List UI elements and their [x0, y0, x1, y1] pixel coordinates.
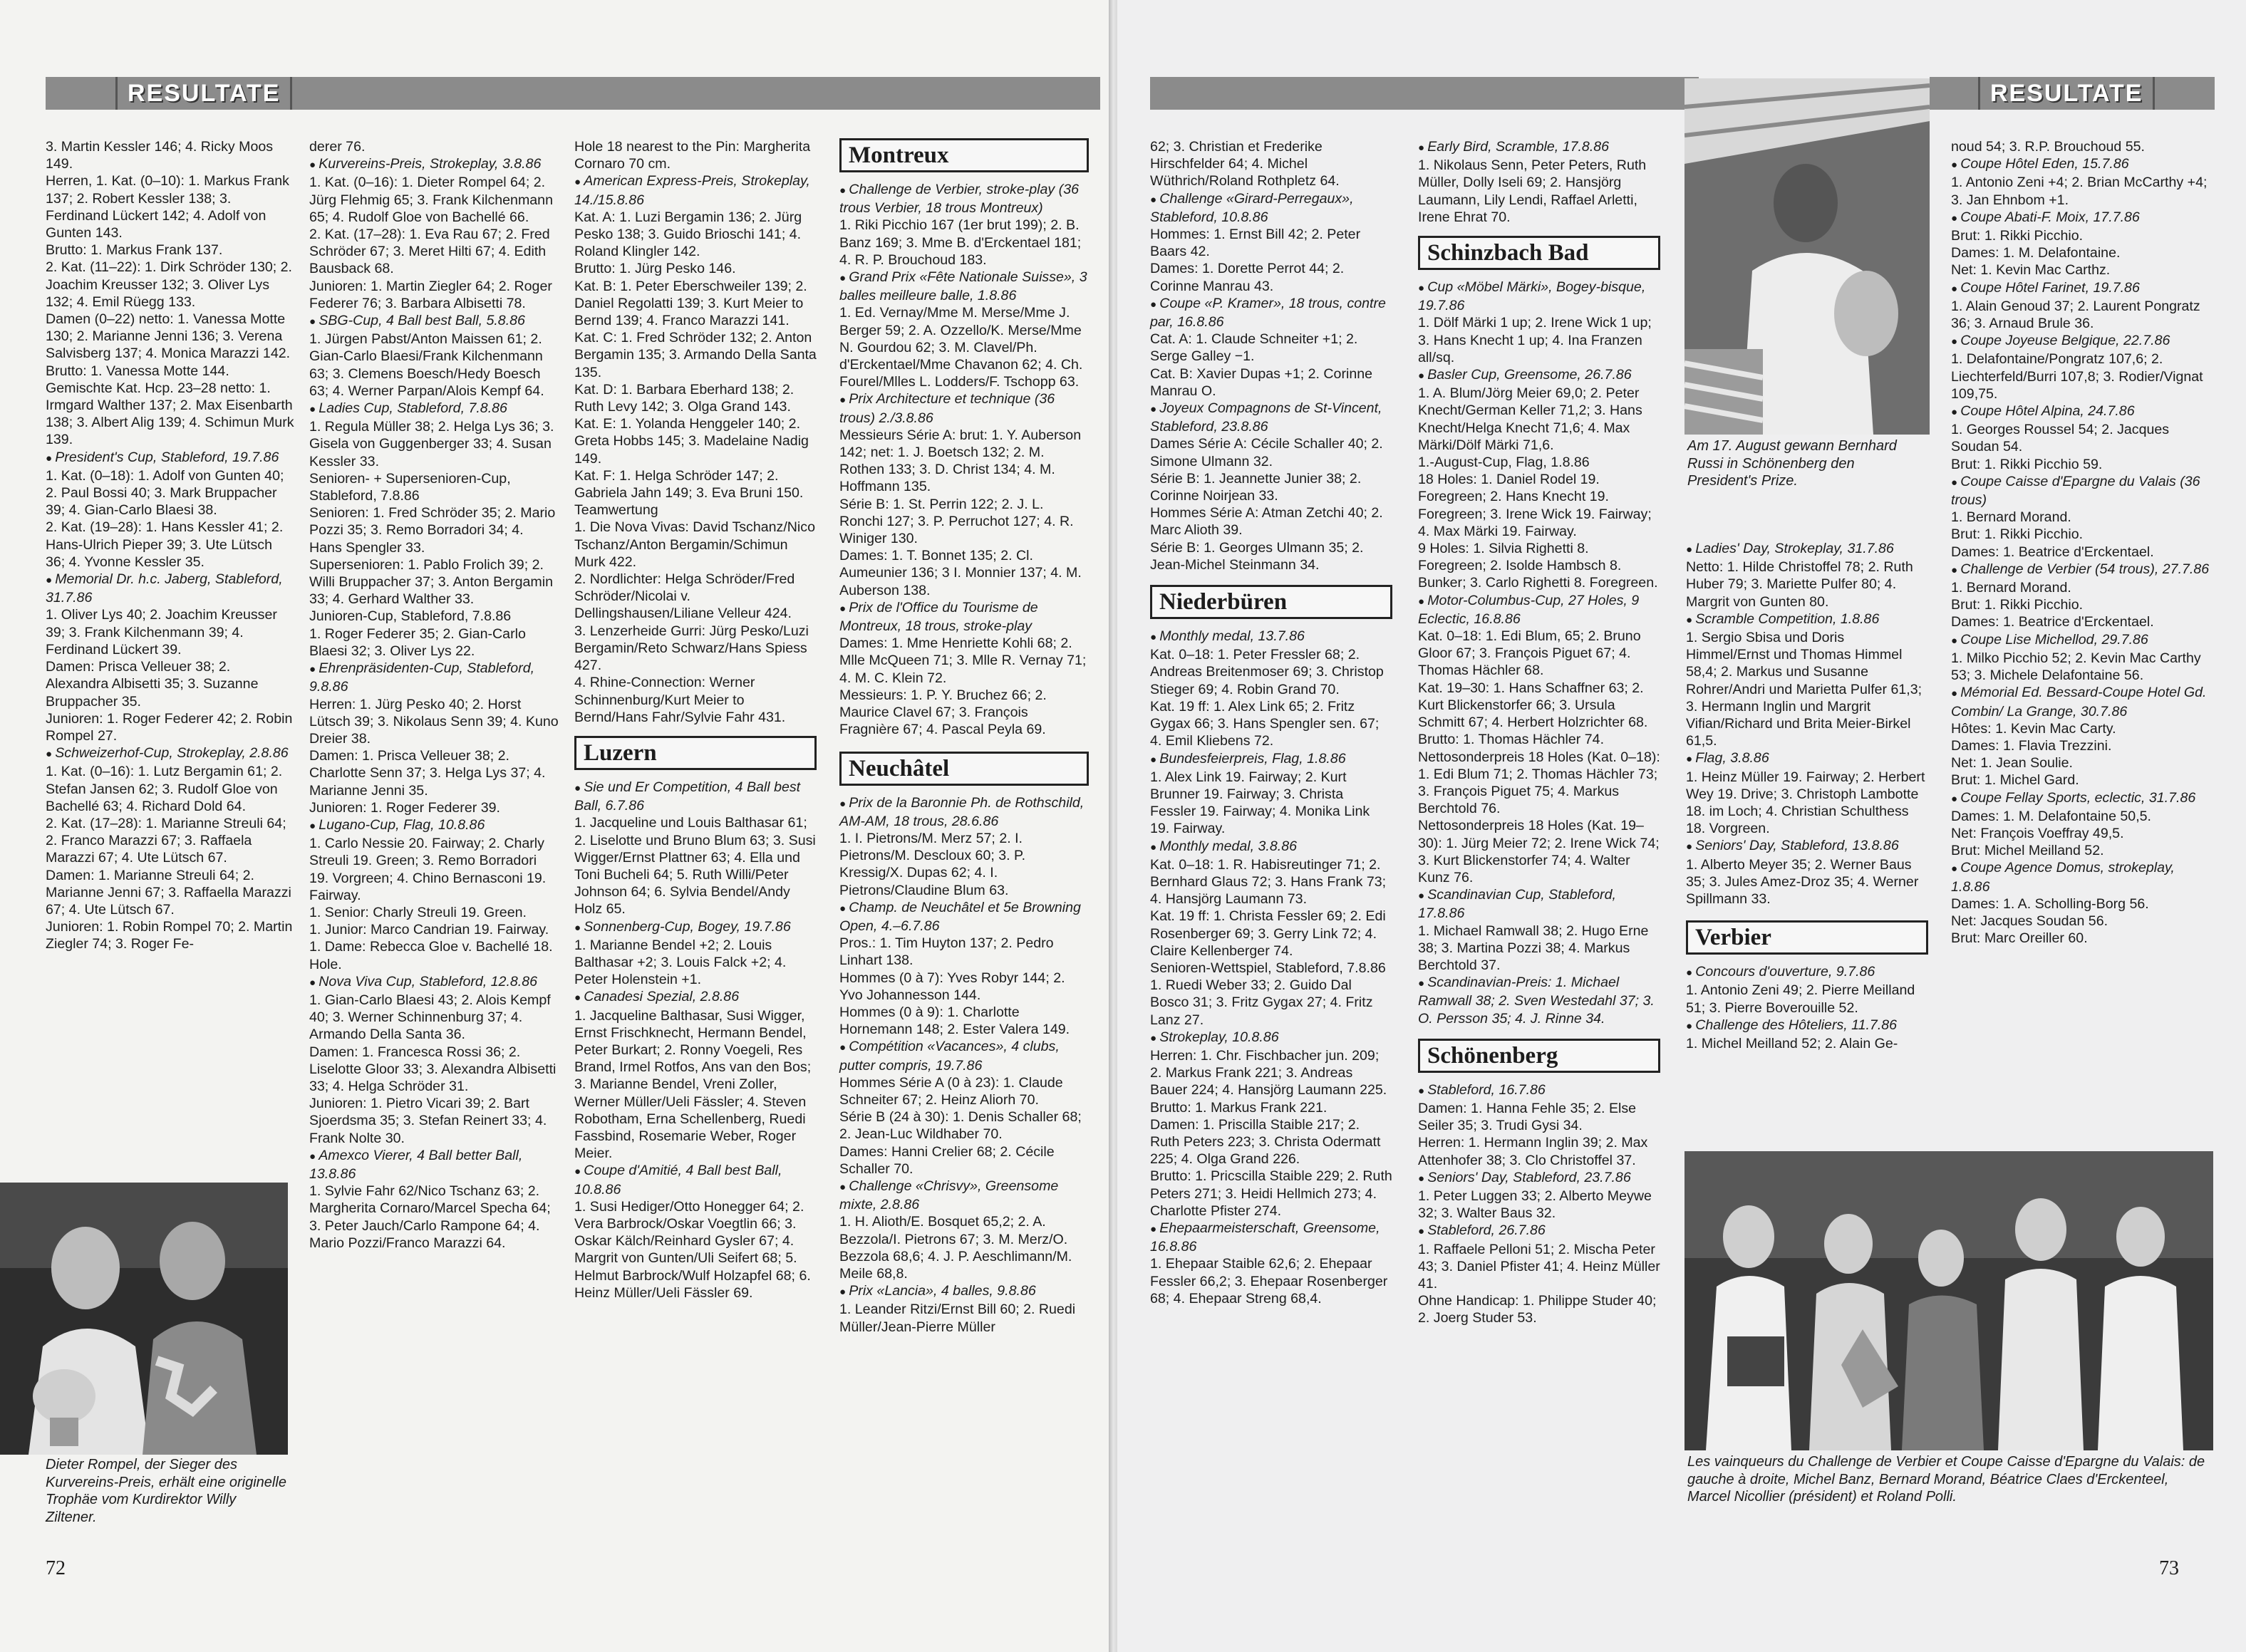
result-line: 1. Ed. Vernay/Mme M. Merse/Mme J. Berger 59; 2. A. Ozzello/K. Merse/Mme N. Gourdou 62; 3. M. Clavel/Ph. d'Erckentael/Mme Chavanon 62; 4. Ch. Fourel/Mlles L. Lodders/F. Tschopp 63. [839, 305, 1083, 390]
result-line: Kat. 19 ff: 1. Alex Link 65; 2. Fritz Gygax 66; 3. Hans Spengler sen. 67; 4. Emil Kliebens 72. [1150, 698, 1380, 749]
result-line: 1. Antonio Zeni +4; 2. Brian McCarthy +4; 3. Jan Ehnbom +1. [1951, 175, 2208, 208]
result-line: Kat. C: 1. Fred Schröder 132; 2. Anton Bergamin 135; 3. Armando Della Santa 135. [574, 330, 817, 380]
result-line: Kat. F: 1. Helga Schröder 147; 2. Gabriela Jahn 149; 3. Eva Bruni 150. [574, 467, 804, 502]
result-line: Dames: 1. Flavia Trezzini. [1951, 737, 2112, 754]
result-line: Pros.: 1. Tim Huyton 137; 2. Pedro Linhart 138. [839, 935, 1054, 969]
event-title: ● Joyeux Compagnons de St-Vincent, Stableford, 23.8.86 [1150, 400, 1392, 435]
luzern-heading: Luzern [574, 736, 817, 770]
result-line: Herren: 1. Hermann Inglin 39; 2. Max Attenhofer 38; 3. Clo Christoffel 37. [1418, 1135, 1648, 1168]
result-line: Damen: 1. Prisca Velleuer 38; 2. Charlotte Senn 37; 3. Helga Lys 37; 4. Marianne Jenni 35. [309, 748, 546, 799]
results-column-6 [1418, 138, 1660, 1327]
result-line: 1. Carlo Nessie 20. Fairway; 2. Charly Streuli 19. Green; 3. Remo Borradori 19. Vorgreen; 4. Chino Bernasconi 19. Fairway. [309, 836, 547, 903]
result-line: Herren, 1. Kat. (0–10): 1. Markus Frank 137; 2. Robert Kessler 138; 3. Ferdinand Lückert 142; 4. Adolf von Gunten 143. [46, 173, 289, 241]
result-line: 1. Senior: Charly Streuli 19. Green. [309, 904, 527, 920]
event-title: ● Basler Cup, Greensome, 26.7.86 [1418, 366, 1660, 385]
result-line: Brut: 1. Rikki Picchio. [1951, 526, 2084, 543]
result-line: Damen: Prisca Velleuer 38; 2. Alexandra Albisetti 35; 3. Suzanne Bruppacher 35. [46, 659, 259, 710]
section-tag-right: RESULTATE [1978, 77, 2155, 110]
result-line: Brutto: 1. Vanessa Motte 144. [46, 363, 229, 379]
event-title: ● Coupe Abati-F. Moix, 17.7.86 [1951, 209, 2215, 227]
result-line: Damen: 1. Marianne Streuli 64; 2. Marianne Jenni 67; 3. Raffaella Marazzi 67; 4. Ute Lütsch 67. [46, 867, 291, 918]
event-title: ● Prix «Lancia», 4 balles, 9.8.86 [839, 1282, 1089, 1301]
engadin-results [574, 138, 817, 726]
result-line: Junioren: 1. Martin Ziegler 64; 2. Roger Federer 76; 3. Barbara Albisetti 78. [309, 278, 552, 311]
result-line: 1. Delafontaine/Pongratz 107,6; 2. Liechterfeld/Burri 107,8; 3. Rodier/Vignat 109,75. [1951, 351, 2203, 402]
photo-russi [1684, 78, 1930, 435]
niederbueren-heading: Niederbüren [1150, 585, 1392, 619]
event-title: ● Sie und Er Competition, 4 Ball best Ball, 6.7.86 [574, 779, 817, 814]
event-title: ● Coupe Caisse d'Epargne du Valais (36 trous) [1951, 473, 2215, 509]
result-line: Dames: 1. M. Delafontaine 50,5. [1951, 808, 2151, 824]
results-column-4 [839, 138, 1089, 1336]
event-title: ● SBG-Cup, 4 Ball best Ball, 5.8.86 [309, 312, 559, 331]
neuchatel-results [839, 794, 1089, 1336]
event-title: ● Lugano-Cup, Flag, 10.8.86 [309, 816, 559, 835]
result-line: Série B (24 à 30): 1. Denis Schaller 68; 2. Jean-Luc Wildhaber 70. [839, 1109, 1082, 1143]
result-line: 1. Dölf Märki 1 up; 2. Irene Wick 1 up; 3. Hans Knecht 1 up; 4. Ina Franzen all/sq. [1418, 315, 1652, 365]
result-line: 1. Peter Luggen 33; 2. Alberto Meywe 32; 3. Walter Baus 32. [1418, 1188, 1652, 1222]
result-line: Dames Série A: Cécile Schaller 40; 2. Simone Ulmann 32. [1150, 436, 1383, 469]
event-title: ● Challenge des Hôteliers, 11.7.86 [1686, 1017, 1928, 1035]
result-line: Brutto: 1. Pricscilla Staible 229; 2. Ruth Peters 271; 3. Heidi Hellmich 273; 4. Charlotte Pfister 274. [1150, 1168, 1392, 1219]
photo-russi-image [1684, 78, 1930, 435]
result-line: 1. Heinz Müller 19. Fairway; 2. Herbert Wey 19. Drive; 3. Christoph Lambotte 18. im Loch; 4. Christian Schulthess 18. Vorgreen. [1686, 769, 1925, 837]
result-line: Junioren: 1. Roger Federer 42; 2. Robin Rompel 27. [46, 710, 293, 744]
result-line: 4. Rhine-Connection: Werner Schinnenburg/Kurt Meier to Bernd/Hans Fahr/Sylvie Fahr 431. [574, 675, 786, 725]
event-title: ● Ehepaarmeisterschaft, Greensome, 16.8.86 [1150, 1220, 1392, 1255]
result-line: Junioren: 1. Pietro Vicari 39; 2. Bart Sjoerdsma 35; 3. Stefan Reinert 33; 4. Frank Nolte 30. [309, 1096, 547, 1146]
result-line: Brutto: 1. Markus Frank 137. [46, 242, 223, 259]
result-line: Net: François Voeffray 49,5. [1951, 825, 2124, 841]
caption-rompel: Dieter Rompel, der Sieger des Kurvereins-Preis, erhält eine originelle Trophäe vom Kurdirektor Willy Ziltener. [46, 1457, 286, 1525]
result-line: 1. H. Alioth/E. Bosquet 65,2; 2. A. Bezzola/I. Pietrons 67; 3. M. Merz/O. Bezzola 68,6; 4. J. P. Aeschlimann/M. Meile 68,8. [839, 1214, 1072, 1282]
result-line: 1.-August-Cup, Flag, 1.8.86 [1418, 454, 1590, 471]
result-line: 1. Georges Roussel 54; 2. Jacques Soudan 54. [1951, 422, 2170, 455]
result-line: Supersenioren: 1. Pablo Frolich 39; 2. Willi Bruppacher 37; 3. Anton Bergamin 33; 4. Gerhard Walther 33. [309, 556, 553, 608]
result-line: 1. Sergio Sbisa und Doris Himmel/Ernst und Thomas Himmel 58,4; 2. Markus und Susanne Rohrer/Andri und Marietta Pulfer 61,3; 3. Hermann Inglin und Margrit Vifian/Richard und Brita Meier-Birkel 61,5. [1686, 630, 1922, 749]
result-line: Brut: Michel Meilland 52. [1951, 843, 2104, 859]
result-line: Kat. E: 1. Yolanda Henggeler 140; 2. Greta Hobbs 145; 3. Madelaine Nadig 149. [574, 416, 809, 467]
schinznach-heading: Schinzbach Bad [1418, 236, 1660, 270]
niederbueren-results [1150, 628, 1392, 1307]
result-line: 1. Dame: Rebecca Gloe v. Bachellé 18. Hole. [309, 939, 553, 972]
result-line: Dames: 1. M. Delafontaine. [1951, 245, 2121, 261]
result-line: 1. Michel Meilland 52; 2. Alain Ge- [1686, 1036, 1898, 1052]
result-line: 1. Bernard Morand. [1951, 509, 2071, 526]
event-title: ● Prix de l'Office du Tourisme de Montreux, 18 trous, stroke-play [839, 599, 1089, 635]
photo-verbier-image [1684, 1151, 2213, 1450]
result-line: Brut: 1. Rikki Picchio. [1951, 597, 2084, 613]
result-line: Brutto: 1. Jürg Pesko 146. [574, 261, 736, 277]
result-line: Brut: 1. Rikki Picchio. [1951, 228, 2084, 244]
event-title: ● Coupe Fellay Sports, eclectic, 31.7.86 [1951, 789, 2215, 808]
result-line: Ohne Handicap: 1. Philippe Studer 40; 2. Joerg Studer 53. [1418, 1293, 1657, 1326]
result-line: Dames: Hanni Crelier 68; 2. Cécile Schaller 70. [839, 1143, 1055, 1177]
result-line: Cat. B: Xavier Dupas +1; 2. Corinne Manrau O. [1150, 365, 1373, 399]
event-title: ● Seniors' Day, Stableford, 13.8.86 [1686, 837, 1928, 856]
results-column-3 [574, 138, 817, 1302]
result-line: Dames: 1. T. Bonnet 135; 2. Cl. Aumeunier 136; 3 I. Monnier 137; 4. M. Auberson 138. [839, 548, 1082, 598]
event-title: ● Challenge «Chrisvy», Greensome mixte, 2.8.86 [839, 1178, 1089, 1213]
event-title: ● Ladies' Day, Strokeplay, 31.7.86 [1686, 540, 1928, 559]
photo-rompel-trophy [0, 1183, 288, 1455]
result-line: 1. Roger Federer 35; 2. Gian-Carlo Blaesi 32; 3. Oliver Lys 22. [309, 625, 526, 659]
event-title: ● Coupe Hôtel Farinet, 19.7.86 [1951, 279, 2215, 298]
montreux-results [839, 181, 1089, 739]
results-column-2 [309, 138, 559, 1252]
result-line: Hommes (0 à 7): Yves Robyr 144; 2. Yvo Johannesson 144. [839, 970, 1065, 1003]
result-line: Hole 18 nearest to the Pin: Margherita Cornaro 70 cm. [574, 139, 811, 172]
result-line: 1. Milko Picchio 52; 2. Kevin Mac Carthy 53; 3. Michele Delafontaine 56. [1951, 650, 2201, 684]
result-line: 1. Oliver Lys 40; 2. Joachim Kreusser 39; 3. Frank Kilchenmann 39; 4. Ferdinand Lückert 39. [46, 607, 277, 658]
result-line: 2. Kat. (17–28): 1. Marianne Streuli 64; 2. Franco Marazzi 67; 3. Raffaela Marazzi 67; 4. Ute Lütsch 67. [46, 815, 286, 866]
result-line: Kat. 0–18: 1. Edi Blum, 65; 2. Bruno Gloor 67; 3. François Piguet 67; 4. Thomas Hächler 68. [1418, 628, 1641, 679]
event-title: ● American Express-Preis, Strokeplay, 14./15.8.86 [574, 172, 817, 208]
result-line: 62; 3. Christian et Frederike Hirschfelder 64; 4. Michel Wüthrich/Roland Rothpletz 64. [1150, 139, 1340, 189]
event-title: ● Memorial Dr. h.c. Jaberg, Stableford, 31.7.86 [46, 571, 295, 606]
result-line: Junioren: 1. Roger Federer 39. [309, 799, 500, 816]
event-title: ● Kurvereins-Preis, Strokeplay, 3.8.86 [309, 155, 559, 174]
photo-verbier-winners [1684, 1151, 2213, 1450]
result-line: 1. Nikolaus Senn, Peter Peters, Ruth Müller, Dolly Iseli 69; 2. Hansjörg Laumann, Lily Lendi, Raffael Arletti, Irene Ehrat 70. [1418, 157, 1647, 225]
result-line: Damen: 1. Francesca Rossi 36; 2. Liselotte Gloor 33; 3. Alexandra Albisetti 33; 4. Helga Schröder 31. [309, 1044, 557, 1094]
result-line: 1. Susi Hediger/Otto Honegger 64; 2. Vera Barbrock/Oskar Voegtlin 66; 3. Oskar Kälch/Reinhard Gysler 67; 4. Margrit von Gunten/Uli Seifert 68; 5. Helmut Barbrock/Wulf Holzapfel 68; 6. Heinz Müller/Ueli Fässler 69. [574, 1198, 811, 1301]
event-title: ● Coupe Hôtel Alpina, 24.7.86 [1951, 402, 2215, 421]
result-line: Série B: 1. Jeannette Junier 38; 2. Corinne Noirjean 33. [1150, 470, 1362, 504]
result-line: Damen: 1. Priscilla Staible 217; 2. Ruth Peters 223; 3. Christa Odermatt 225; 4. Olga Grand 226. [1150, 1116, 1381, 1168]
event-title: ● Prix de la Baronnie Ph. de Rothschild, AM-AM, 18 trous, 28.6.86 [839, 794, 1089, 830]
schoenenberg-results [1418, 1081, 1660, 1327]
result-line: Kat. D: 1. Barbara Eberhard 138; 2. Ruth Levy 142; 3. Olga Grand 143. [574, 381, 795, 415]
result-line: Messieurs Série A: brut: 1. Y. Auberson 142; net: 1. J. Boetsch 132; 2. M. Rothen 133; 3. D. Christ 134; 4. M. Hoffmann 135. [839, 427, 1082, 495]
result-line: 1. Antonio Zeni 49; 2. Pierre Meilland 51; 3. Pierre Boverouille 52. [1686, 982, 1915, 1016]
result-line: 2. Kat. (11–22): 1. Dirk Schröder 130; 2. Joachim Kreusser 132; 3. Oliver Lys 132; 4. Emil Rüegg 133. [46, 259, 292, 310]
event-title: ● Coupe «P. Kramer», 18 trous, contre par, 16.8.86 [1150, 295, 1392, 331]
event-title: ● Champ. de Neuchâtel et 5e Browning Open, 4.–6.7.86 [839, 899, 1089, 935]
result-line: 3. Martin Kessler 146; 4. Ricky Moos 149. [46, 139, 274, 172]
result-line: Hommes Série A (0 à 23): 1. Claude Schneiter 67; 2. Heinz Aliorh 70. [839, 1074, 1063, 1108]
results-column-8 [1951, 138, 2215, 947]
result-line: Dames: 1. Dorette Perrot 44; 2. Corinne Manrau 43. [1150, 261, 1345, 294]
result-line: Kat. 19–30: 1. Hans Schaffner 63; 2. Kurt Blickenstorfer 66; 3. Ursula Schmitt 67; 4. Herbert Holzrichter 68. [1418, 680, 1648, 731]
result-line: Série B: 1. Georges Ulmann 35; 2. Jean-Michel Steinmann 34. [1150, 539, 1364, 573]
result-line: 1. Sylvie Fahr 62/Nico Tschanz 63; 2. Margherita Cornaro/Marcel Specha 64; 3. Peter Jauch/Carlo Rampone 64; 4. Mario Pozzi/Franco Marazzi 64. [309, 1183, 551, 1251]
event-title: ● Ehrenpräsidenten-Cup, Stableford, 9.8.86 [309, 660, 559, 695]
result-line: Dames: 1. Beatrice d'Erckentael. [1951, 544, 2154, 560]
result-line: 2. Nordlichter: Helga Schröder/Fred Schröder/Nicolai v. Dellingshausen/Liliane Velleur 424. [574, 571, 795, 622]
photo-rompel-image [0, 1183, 288, 1455]
neuchatel-heading: Neuchâtel [839, 752, 1089, 786]
event-title: ● Concours d'ouverture, 9.7.86 [1686, 963, 1928, 982]
result-line: Dames: 1. Mme Henriette Kohli 68; 2. Mlle McQueen 71; 3. Mlle R. Vernay 71; 4. M. C. Klein 72. [839, 635, 1087, 686]
result-line: Messieurs: 1. P. Y. Bruchez 66; 2. Maurice Clavel 67; 3. François Fragnière 67; 4. Pascal Peyla 69. [839, 687, 1047, 738]
luzern-results [574, 779, 817, 1302]
result-line: 1. Kat. (0–16): 1. Lutz Bergamin 61; 2. Stefan Jansen 62; 3. Rudolf Gloe von Bachellé 63; 4. Richard Dold 64. [46, 764, 283, 814]
result-line: 1. Alberto Meyer 35; 2. Werner Baus 35; 3. Jules Amez-Droz 35; 4. Werner Spillmann 33. [1686, 856, 1919, 908]
result-line: 1. Alain Genoud 37; 2. Laurent Pongratz 36; 3. Arnaud Brule 36. [1951, 298, 2200, 332]
event-title: ● Scandinavian Cup, Stableford, 17.8.86 [1418, 886, 1660, 922]
event-title: ● Prix Architecture et technique (36 trous) 2./3.8.86 [839, 390, 1089, 426]
result-line: Brut: 1. Michel Gard. [1951, 772, 2079, 789]
result-line: 9 Holes: 1. Silvia Righetti 8. Foregreen; 2. Isolde Hambsch 8. Bunker; 3. Carlo Righetti 8. Foregreen. [1418, 541, 1658, 591]
event-title: ● Monthly medal, 13.7.86 [1150, 628, 1392, 646]
schoenenberg-results-cont [1686, 540, 1928, 908]
event-title: ● Mémorial Ed. Bessard-Coupe Hotel Gd. Combin/ La Grange, 30.7.86 [1951, 684, 2215, 719]
result-line: Teamwertung [574, 502, 658, 519]
result-line: 1. Regula Müller 38; 2. Helga Lys 36; 3. Gisela von Guggenberger 33; 4. Susan Kessler 33. [309, 419, 554, 469]
result-line: Gemischte Kat. Hcp. 23–28 netto: 1. Irmgard Walther 137; 2. Max Eisenbarth 138; 3. Albert Alig 139; 4. Schimun Murk 139. [46, 380, 294, 448]
page-number-right: 73 [2159, 1557, 2179, 1579]
result-line: 1. Ruedi Weber 33; 2. Guido Dal Bosco 31; 3. Fritz Gygax 27; 4. Fritz Lanz 27. [1150, 977, 1373, 1028]
result-line: Brutto: 1. Thomas Hächler 74. [1418, 732, 1605, 748]
result-line: Damen: 1. Hanna Fehle 35; 2. Else Seiler 35; 3. Trudi Gysi 34. [1418, 1100, 1637, 1134]
result-line: 1. Die Nova Vivas: David Tschanz/Nico Tschanz/Anton Bergamin/Schimun Murk 422. [574, 519, 815, 570]
result-line: Hommes Série A: Atman Zetchi 40; 2. Marc Alioth 39. [1150, 505, 1383, 539]
section-tag: RESULTATE [115, 77, 292, 110]
result-line: Kat. 19 ff: 1. Christa Fessler 69; 2. Edi Rosenberger 69; 3. Gerry Link 72; 4. Claire Kellenberger 74. [1150, 908, 1386, 959]
left-page [0, 0, 1112, 1652]
result-line: Brutto: 1. Markus Frank 221. [1150, 1099, 1328, 1116]
results-column-1 [46, 138, 295, 953]
event-title: ● Challenge de Verbier (54 trous), 27.7.86 [1951, 561, 2215, 579]
result-line: 1. Marianne Bendel +2; 2. Louis Balthasar +2; 3. Louis Falck +2; 4. Peter Holenstein +1. [574, 937, 787, 988]
result-line: 1. Raffaele Pelloni 51; 2. Mischa Peter 43; 3. Daniel Pfister 41; 4. Heinz Müller 41. [1418, 1241, 1660, 1292]
event-title: ● Compétition «Vacances», 4 clubs, putter compris, 19.7.86 [839, 1038, 1089, 1074]
event-title: ● Amexco Vierer, 4 Ball better Ball, 13.8.86 [309, 1147, 559, 1183]
event-title: ● Strokeplay, 10.8.86 [1150, 1029, 1392, 1047]
result-line: 1. Alex Link 19. Fairway; 2. Kurt Brunner 19. Fairway; 3. Christa Fessler 19. Fairway; 4. Monika Link 19. Fairway. [1150, 769, 1370, 837]
event-title: ● Schweizerhof-Cup, Strokeplay, 2.8.86 [46, 744, 295, 763]
event-title: ● Monthly medal, 3.8.86 [1150, 838, 1392, 856]
result-line: 1. Kat. (0–18): 1. Adolf von Gunten 40; 2. Paul Bossi 40; 3. Mark Bruppacher 39; 4. Gian-Carlo Blaesi 38. [46, 467, 284, 519]
result-line: 18 Holes: 1. Daniel Rodel 19. Foregreen; 2. Hans Knecht 19. Foregreen; 3. Irene Wick 19. Fairway; 4. Max Märki 19. Fairway. [1418, 472, 1652, 539]
result-line: Hommes: 1. Ernst Bill 42; 2. Peter Baars 42. [1150, 227, 1361, 260]
event-title: ● Stableford, 26.7.86 [1418, 1222, 1660, 1240]
event-title: ● Nova Viva Cup, Stableford, 12.8.86 [309, 973, 559, 992]
result-line: Série B: 1. St. Perrin 122; 2. J. L. Ronchi 127; 3. P. Perruchot 127; 4. R. Winiger 130. [839, 496, 1074, 547]
result-line: noud 54; 3. R.P. Brouchoud 55. [1951, 139, 2145, 155]
caption-verbier: Les vainqueurs du Challenge de Verbier et Coupe Caisse d'Epargne du Valais: de gauche à droite, Michel Banz, Bernard Morand, Béatrice Claes d'Erckenteel, Marcel Nicollier (président) et Roland Polli. [1687, 1454, 2205, 1505]
result-line: 1. Bernard Morand. [1951, 580, 2071, 596]
result-line: 1. Junior: Marco Candrian 19. Fairway. [309, 922, 549, 938]
event-title: ● Bundesfeierpreis, Flag, 1.8.86 [1150, 750, 1392, 769]
montreux-heading: Montreux [839, 138, 1089, 172]
event-title: ● Early Bird, Scramble, 17.8.86 [1418, 138, 1660, 157]
results-column-5 [1150, 138, 1392, 1307]
result-line: Kat. 0–18: 1. Peter Fressler 68; 2. Andreas Breitenmoser 69; 3. Christop Stieger 69; 4. Robin Grand 70. [1150, 647, 1384, 697]
result-line: 1. I. Pietrons/M. Merz 57; 2. I. Pietrons/M. Descloux 60; 3. P. Kressig/X. Dupas 62; 4. I. Pietrons/Claudine Blum 63. [839, 830, 1026, 898]
event-title: ● Coupe d'Amitié, 4 Ball best Ball, 10.8.86 [574, 1162, 817, 1198]
page-number-left: 72 [46, 1557, 66, 1579]
result-line: 1. Jacqueline und Louis Balthasar 61; 2. Liselotte und Bruno Blum 63; 3. Susi Wigger/Ernst Plattner 63; 4. Ella und Toni Bucheli 64; 5. Ruth Willi/Peter Johnson 64; 6. Sylvia Bendel/Andy Holz 65. [574, 815, 816, 918]
result-line: 1. Kat. (0–16): 1. Dieter Rompel 64; 2. Jürg Flehmig 65; 3. Frank Kilchenmann 65; 4. Rudolf Gloe von Bachellé 66. [309, 175, 553, 225]
result-line: Brut: 1. Rikki Picchio 59. [1951, 456, 2103, 472]
result-line: 3. Lenzerheide Gurri: Jürg Pesko/Luzi Bergamin/Reto Schwarz/Hans Spiess 427. [574, 623, 809, 674]
right-page [1117, 0, 2246, 1652]
neuchatel-results-cont [1150, 138, 1392, 573]
result-line: Kat. A: 1. Luzi Bergamin 136; 2. Jürg Pesko 138; 3. Guido Brioschi 141; 4. Roland Klingler 142. [574, 209, 802, 260]
result-line: Net: 1. Jean Soulie. [1951, 755, 2074, 772]
result-line: Damen (0–22) netto: 1. Vanessa Motte 130; 2. Marianne Jenni 136; 3. Verena Salvisberg 137; 4. Monica Marazzi 142. [46, 311, 291, 362]
result-line: Kat. 0–18: 1. R. Habisreutinger 71; 2. Bernhard Glaus 72; 3. Hans Frank 73; 4. Hansjörg Laumann 73. [1150, 856, 1387, 908]
result-line: 1. A. Blum/Jörg Meier 69,0; 2. Peter Knecht/German Keller 71,2; 3. Hans Knecht/Helga Knecht 71,6; 4. Max Märki/Dölf Märki 71,6. [1418, 385, 1642, 453]
verbier-results [1686, 963, 1928, 1052]
result-line: Nettosonderpreis 18 Holes (Kat. 19–30): 1. Jürg Meier 72; 2. Irene Wick 74; 3. Kurt Blickenstorfer 74; 4. Walter Kunz 76. [1418, 818, 1660, 885]
result-line: Brut: Marc Oreiller 60. [1951, 930, 2088, 947]
result-line: Senioren-Wettspiel, Stableford, 7.8.86 [1150, 960, 1386, 976]
result-line: 1. Riki Picchio 167 (1er brut 199); 2. B. Banz 169; 3. Mme B. d'Erckentael 181; 4. R. P. Brouchoud 183. [839, 217, 1082, 268]
schinznach-results [1418, 279, 1660, 1027]
header-bar-right-a [1150, 77, 1699, 110]
event-title: ● Challenge de Verbier, stroke-play (36 trous Verbier, 18 trous Montreux) [839, 181, 1089, 217]
event-title: ● Coupe Joyeuse Belgique, 22.7.86 [1951, 332, 2215, 350]
result-line: 1. Michael Ramwall 38; 2. Hugo Erne 38; 3. Martina Pozzi 38; 4. Markus Berchtold 37. [1418, 923, 1649, 973]
result-line: 1. Jacqueline Balthasar, Susi Wigger, Ernst Frischknecht, Hermann Bendel, Peter Burkart; 2. Ronny Voegeli, Res Brand, Irmel Rotfos, Ans van den Bos; 3. Marianne Bendel, Vreni Zoller, Werner Müller/Ueli Fässler; 4. Steven Robotham, Erna Schellenberg, Ruedi Fassbind, Rosemarie Weber, Roger Meier. [574, 1007, 812, 1162]
result-line: Herren: 1. Chr. Fischbacher jun. 209; 2. Markus Frank 221; 3. Andreas Bauer 224; 4. Hansjörg Laumann 225. [1150, 1047, 1387, 1098]
event-title: ● President's Cup, Stableford, 19.7.86 [46, 449, 295, 467]
result-line: Senioren- + Supersenioren-Cup, Stableford, 7.8.86 [309, 470, 511, 504]
event-title: ● Ladies Cup, Stableford, 7.8.86 [309, 400, 559, 418]
caption-russi: Am 17. August gewann Bernhard Russi in Schönenberg den President's Prize. [1687, 438, 1897, 489]
result-line: Dames: 1. A. Scholling-Borg 56. [1951, 895, 2149, 912]
result-line: Senioren: 1. Fred Schröder 35; 2. Mario Pozzi 35; 3. Remo Borradori 34; 4. Hans Spengler 33. [309, 505, 556, 556]
result-line: Dames: 1. Beatrice d'Erckentael. [1951, 614, 2154, 630]
result-line: Junioren-Cup, Stableford, 7.8.86 [309, 608, 512, 625]
result-line: Netto: 1. Hilde Christoffel 78; 2. Ruth Huber 79; 3. Mariette Pulfer 80; 4. Margrit von Gunten 80. [1686, 559, 1913, 610]
result-line: Kat. B: 1. Peter Eberschweiler 139; 2. Daniel Regolatti 139; 3. Kurt Meier to Bernd 139; 4. Franco Marazzi 141. [574, 278, 807, 329]
result-line: 1. Ehepaar Staible 62,6; 2. Ehepaar Fessler 66,2; 3. Ehepaar Rosenberger 68; 4. Ehepaar Streng 68,4. [1150, 1256, 1388, 1306]
event-title: ● Seniors' Day, Stableford, 23.7.86 [1418, 1169, 1660, 1188]
event-title: ● Coupe Lise Michellod, 29.7.86 [1951, 631, 2215, 650]
event-title: ● Sonnenberg-Cup, Bogey, 19.7.86 [574, 918, 817, 937]
result-line: 2. Kat. (17–28): 1. Eva Rau 67; 2. Fred Schröder 67; 3. Meret Hilti 67; 4. Edith Bausback 68. [309, 227, 550, 277]
result-line: Hôtes: 1. Kevin Mac Carty. [1951, 720, 2116, 737]
event-title: ● Scandinavian-Preis: 1. Michael Ramwall 38; 2. Sven Westedahl 37; 3. O. Persson 35; 4. J. Rinne 34. [1418, 974, 1660, 1027]
result-line: derer 76. [309, 139, 366, 155]
result-line: Hommes (0 à 9): 1. Charlotte Hornemann 148; 2. Ester Valera 149. [839, 1004, 1070, 1038]
result-line: 1. Jürgen Pabst/Anton Maissen 61; 2. Gian-Carlo Blaesi/Frank Kilchenmann 63; 3. Clemens Boesch/Hedy Boesch 63; 4. Werner Parpan/Alois Kempf 64. [309, 331, 544, 399]
result-line: Herren: 1. Jürg Pesko 40; 2. Horst Lütsch 39; 3. Nikolaus Senn 39; 4. Kuno Dreier 38. [309, 696, 559, 747]
event-title: ● Coupe Hôtel Eden, 15.7.86 [1951, 155, 2215, 174]
result-line: 2. Kat. (19–28): 1. Hans Kessler 41; 2. Hans-Ulrich Pieper 39; 3. Ute Lütsch 36; 4. Yvonne Kessler 35. [46, 519, 284, 570]
result-line: Net: 1. Kevin Mac Carthz. [1951, 262, 2111, 279]
event-title: ● Flag, 3.8.86 [1686, 749, 1928, 768]
event-title: ● Cup «Möbel Märki», Bogey-bisque, 19.7.86 [1418, 279, 1660, 314]
result-line: 1. Gian-Carlo Blaesi 43; 2. Alois Kempf 40; 3. Werner Schinnenburg 37; 4. Armando Della Santa 36. [309, 992, 551, 1043]
event-title: ● Motor-Columbus-Cup, 27 Holes, 9 Eclectic, 16.8.86 [1418, 592, 1660, 628]
event-title: ● Stableford, 16.7.86 [1418, 1081, 1660, 1100]
result-line: Junioren: 1. Robin Rompel 70; 2. Martin Ziegler 74; 3. Roger Fe- [46, 919, 293, 952]
result-line: Cat. A: 1. Claude Schneiter +1; 2. Serge Galley −1. [1150, 331, 1358, 365]
verbier-heading: Verbier [1686, 920, 1928, 955]
neuchatel-results-cont-2 [1418, 138, 1660, 226]
result-line: 1. Leander Ritzi/Ernst Bill 60; 2. Ruedi Müller/Jean-Pierre Müller [839, 1302, 1076, 1335]
event-title: ● Grand Prix «Fête Nationale Suisse», 3 balles meilleure balle, 1.8.86 [839, 269, 1089, 304]
event-title: ● Challenge «Girard-Perregaux», Stableford, 10.8.86 [1150, 190, 1392, 226]
result-line: Net: Jacques Soudan 56. [1951, 913, 2108, 929]
results-column-7 [1686, 540, 1928, 1052]
event-title: ● Canadesi Spezial, 2.8.86 [574, 988, 817, 1007]
result-line: Nettosonderpreis 18 Holes (Kat. 0–18): 1. Edi Blum 71; 2. Thomas Hächler 73; 3. François Piguet 75; 4. Markus Berchtold 76. [1418, 749, 1660, 817]
event-title: ● Coupe Agence Domus, strokeplay, 1.8.86 [1951, 859, 2215, 895]
event-title: ● Scramble Competition, 1.8.86 [1686, 611, 1928, 629]
schoenenberg-heading: Schönenberg [1418, 1039, 1660, 1073]
